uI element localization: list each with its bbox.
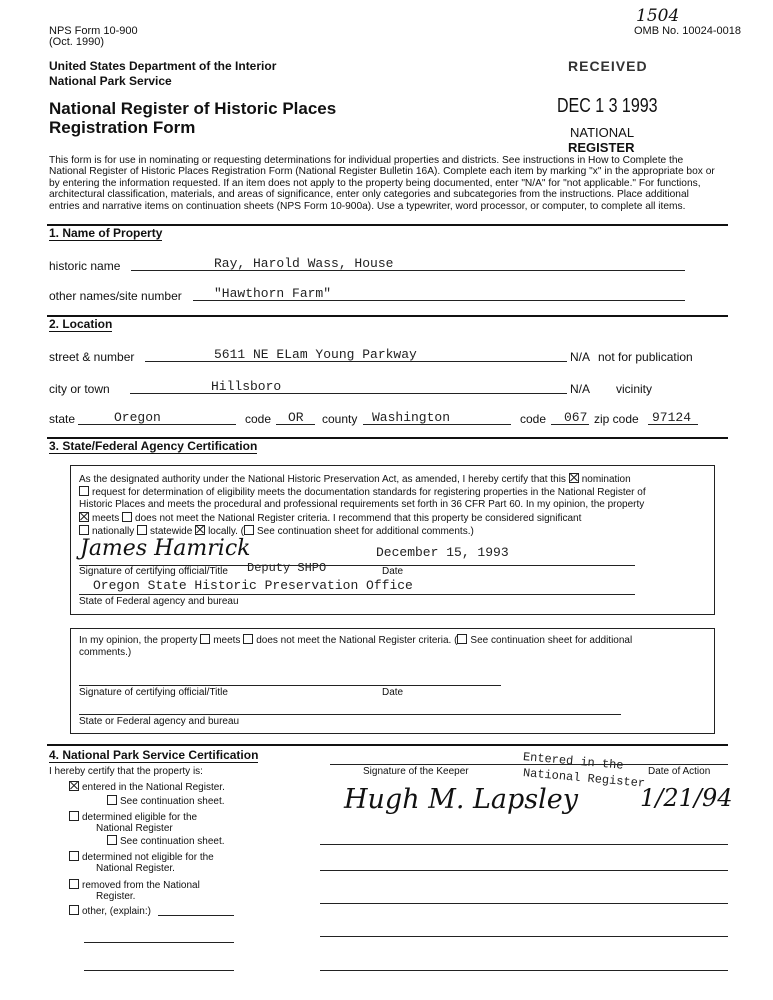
intro-line: This form is for use in nominating or requesting determinations for individual properties and districts. See instructions in How to Complete the — [49, 155, 684, 166]
certifying-signature: James Hamrick — [80, 536, 251, 561]
city-field[interactable]: Hillsboro — [211, 379, 282, 394]
opinion-text: comments.) — [79, 647, 132, 658]
certifying-title-field[interactable]: Deputy SHPO — [247, 561, 327, 575]
not-eligible-checkbox[interactable] — [69, 851, 79, 861]
cert-text: statewide — [150, 526, 193, 537]
nps-option: determined eligible for the — [82, 812, 198, 823]
cert-text: meets — [92, 513, 120, 524]
section-divider — [47, 315, 728, 317]
removed-checkbox[interactable] — [69, 879, 79, 889]
cert-text: See continuation sheet for additional comments.) — [257, 526, 474, 537]
date-label: Date — [382, 566, 404, 577]
agency-line-1: United States Department of the Interior — [49, 59, 277, 73]
intro-line: architectural classification, materials, and areas of significance, enter only categories and subcategories from the instructions. Place additional — [49, 189, 689, 201]
nomination-checkbox[interactable] — [569, 473, 579, 483]
nps-option: National Register — [96, 823, 173, 834]
meets-checkbox[interactable] — [79, 512, 89, 522]
cert-text: nationally — [92, 526, 135, 537]
request-checkbox[interactable] — [79, 486, 89, 496]
cert-text: locally. ( — [208, 526, 245, 537]
continuation-checkbox[interactable] — [244, 525, 254, 535]
zip-label: zip code — [594, 412, 639, 426]
nps-option: determined not eligible for the — [82, 852, 214, 863]
agency-line-2: National Park Service — [49, 74, 172, 88]
nationally-checkbox[interactable] — [79, 525, 89, 535]
action-date: 1/21/94 — [640, 784, 733, 812]
signature-label: Signature of certifying official/Title — [79, 566, 228, 577]
date-label: Date — [382, 687, 404, 698]
form-date: (Oct. 1990) — [49, 36, 105, 48]
nps-option: entered in the National Register. — [82, 782, 225, 793]
opinion-does-not-meet-checkbox[interactable] — [243, 634, 253, 644]
nps-option: See continuation sheet. — [120, 796, 225, 807]
opinion-text: See continuation sheet for additional — [470, 635, 633, 646]
opinion-text: meets — [213, 635, 241, 646]
instructions-paragraph — [49, 155, 715, 212]
nps-certify-intro: I hereby certify that the property is: — [49, 766, 203, 777]
does-not-meet-checkbox[interactable] — [122, 512, 132, 522]
state-code-label: code — [245, 412, 272, 426]
intro-line: entries and narrative items on continuation sheets (NPS Form 10-900a). Use a typewriter, word processor, or computer, to complete all items. — [49, 200, 686, 212]
other-names-label: other names/site number — [49, 289, 182, 303]
opinion-meets-checkbox[interactable] — [200, 634, 210, 644]
section-2-heading: 2. Location — [49, 317, 113, 331]
county-label: county — [322, 412, 358, 426]
nps-option: other, (explain:) — [82, 906, 151, 917]
opinion-continuation-checkbox[interactable] — [457, 634, 467, 644]
agency-field[interactable]: Oregon State Historic Preservation Office — [93, 578, 413, 593]
cert-text: As the designated authority under the National Historic Preservation Act, as amended, I hereby certify that this — [79, 474, 566, 485]
state-code-field[interactable]: OR — [288, 410, 304, 425]
signature-label: Signature of certifying official/Title — [79, 687, 228, 698]
nps-option: removed from the National — [82, 880, 200, 891]
entered-checkbox[interactable] — [69, 781, 79, 791]
street-field[interactable]: 5611 NE ELam Young Parkway — [214, 347, 417, 362]
other-names-field[interactable]: "Hawthorn Farm" — [214, 286, 332, 301]
city-na[interactable]: N/A — [570, 382, 591, 396]
national-stamp: NATIONAL — [570, 125, 635, 140]
entered-stamp-line-2: National Register — [522, 766, 646, 791]
historic-name-field[interactable]: Ray, Harold Wass, House — [214, 256, 394, 271]
county-code-label: code — [520, 412, 547, 426]
nps-option: See continuation sheet. — [120, 836, 225, 847]
section-3-heading: 3. State/Federal Agency Certification — [49, 439, 258, 453]
agency-label: State of Federal agency and bureau — [79, 596, 239, 607]
intro-line: by entering the information requested. If an item does not apply to the property being documented, enter "N/A" for "not applicable." For functions, — [49, 177, 701, 189]
received-stamp: RECEIVED — [568, 58, 648, 74]
section-divider — [47, 744, 728, 746]
keeper-signature: Hugh M. Lapsley — [344, 784, 579, 815]
locally-checkbox[interactable] — [195, 525, 205, 535]
cert-text: Historic Places and meets the procedural and professional requirements set forth in 36 CFR Part 60. In my opinion, the property — [79, 499, 645, 510]
opinion-text: In my opinion, the property — [79, 635, 198, 646]
section-1-heading: 1. Name of Property — [49, 226, 163, 240]
other-explain-field[interactable] — [158, 915, 234, 916]
city-label: city or town — [49, 382, 110, 396]
entered-stamp-line-1: Entered in the — [522, 750, 625, 773]
intro-line: National Register of Historic Places Registration Form (National Register Bulletin 16A). Complete each item by marking "x" in the appropriate box or — [49, 166, 715, 178]
continuation-checkbox[interactable] — [107, 835, 117, 845]
county-field[interactable]: Washington — [372, 410, 451, 425]
certification-date-field[interactable]: December 15, 1993 — [376, 545, 509, 560]
eligible-checkbox[interactable] — [69, 811, 79, 821]
cert-text: request for determination of eligibility meets the documentation standards for registering properties in the National Register of — [92, 487, 646, 498]
agency-label: State or Federal agency and bureau — [79, 716, 240, 727]
county-code-field[interactable]: 067 — [564, 410, 588, 425]
form-number: NPS Form 10-900 — [49, 25, 138, 37]
other-checkbox[interactable] — [69, 905, 79, 915]
zip-field[interactable]: 97124 — [652, 410, 692, 425]
statewide-checkbox[interactable] — [137, 525, 147, 535]
nps-option: Register. — [96, 891, 136, 902]
continuation-checkbox[interactable] — [107, 795, 117, 805]
date-of-action-label: Date of Action — [648, 766, 711, 777]
historic-name-label: historic name — [49, 259, 121, 273]
state-label: state — [49, 412, 76, 426]
section-4-heading: 4. National Park Service Certification — [49, 748, 259, 762]
register-stamp: REGISTER — [568, 140, 635, 155]
received-date-stamp: DEC 1 3 1993 — [557, 95, 658, 117]
keeper-signature-label: Signature of the Keeper — [363, 766, 469, 777]
cert-text: nomination — [581, 474, 631, 485]
not-for-publication-label: not for publication — [598, 350, 693, 364]
page-title: National Register of Historic Places — [49, 99, 337, 118]
state-field[interactable]: Oregon — [114, 410, 161, 425]
handwritten-number: 1504 — [636, 6, 680, 26]
nps-option: National Register. — [96, 863, 175, 874]
opinion-text: does not meet the National Register criteria. ( — [256, 635, 458, 646]
page-subtitle: Registration Form — [49, 118, 196, 137]
street-na[interactable]: N/A — [570, 350, 591, 364]
cert-text: does not meet the National Register criteria. I recommend that this property be considered significant — [135, 513, 582, 524]
vicinity-label: vicinity — [616, 382, 653, 396]
omb-number: OMB No. 10024-0018 — [634, 25, 742, 37]
street-label: street & number — [49, 350, 135, 364]
